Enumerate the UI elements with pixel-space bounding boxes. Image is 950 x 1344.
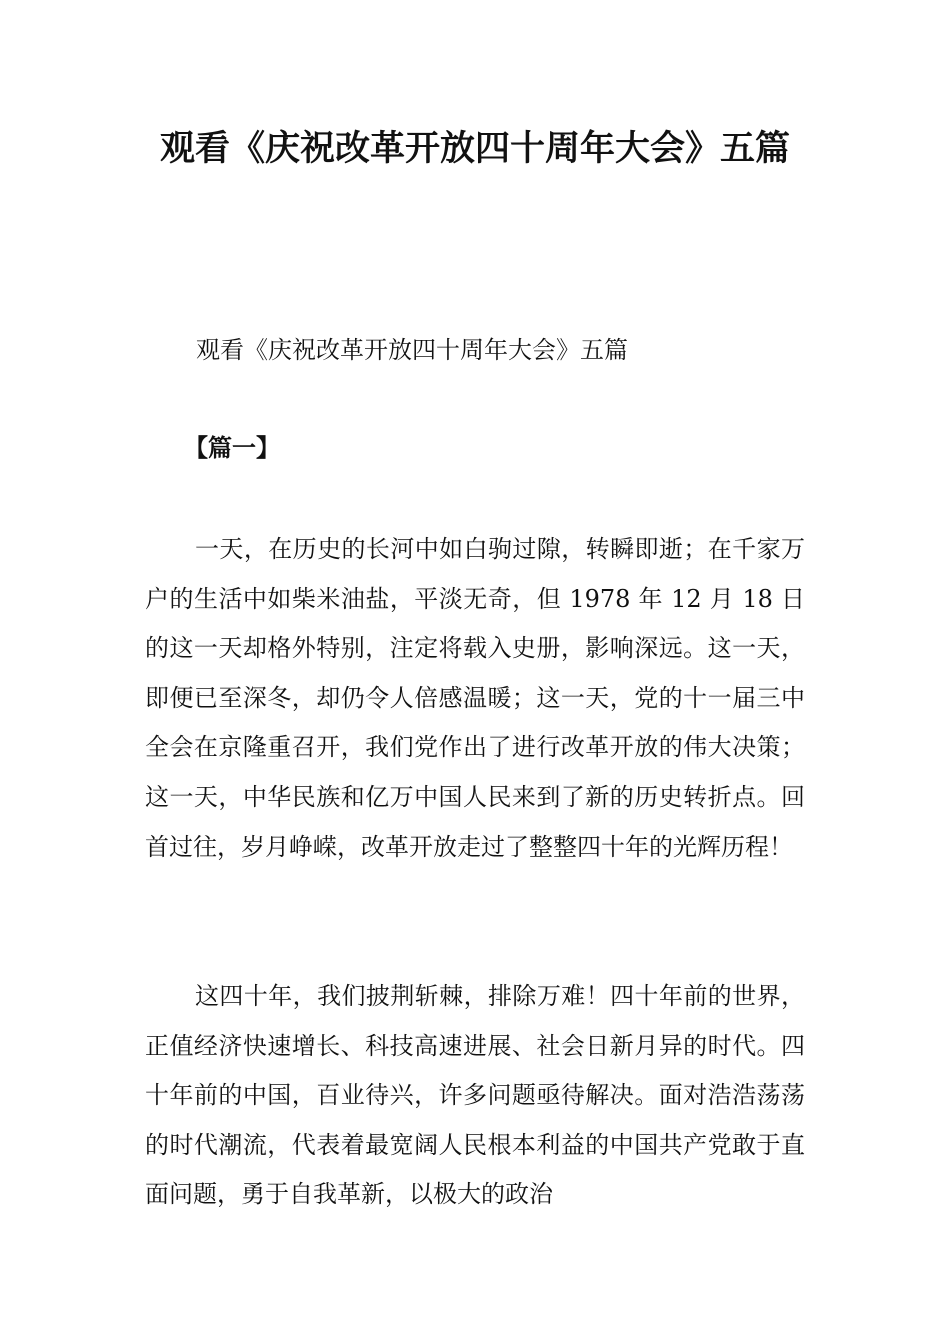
section-heading: 【篇一】 (184, 434, 280, 462)
document-subtitle: 观看《庆祝改革开放四十周年大会》五篇 (196, 336, 628, 364)
body-paragraph: 一天，在历史的长河中如白驹过隙，转瞬即逝；在千家万户的生活中如柴米油盐，平淡无奇，但 1978 年 12 月 18 日的这一天却格外特别，注定将载入史册，影响深远。这一天，即便已至深冬，却仍令人倍感温暖；这一天，党的十一届三中全会在京隆重召开，我们党作出了进行改革开放的伟大决策；这一天，中华民族和亿万中国人民来到了新的历史转折点。回首过往，岁月峥嵘，改革开放走过了整整四十年的光辉历程！ (145, 535, 805, 861)
body-paragraph: 这四十年，我们披荆斩棘，排除万难！四十年前的世界，正值经济快速增长、科技高速进展、社会日新月异的时代。四十年前的中国，百业待兴，许多问题亟待解决。面对浩浩荡荡的时代潮流，代表着最宽阔人民根本利益的中国共产党敢于直面问题，勇于自我革新，以极大的政治 (145, 982, 805, 1209)
page-title: 观看《庆祝改革开放四十周年大会》五篇 (159, 129, 790, 169)
